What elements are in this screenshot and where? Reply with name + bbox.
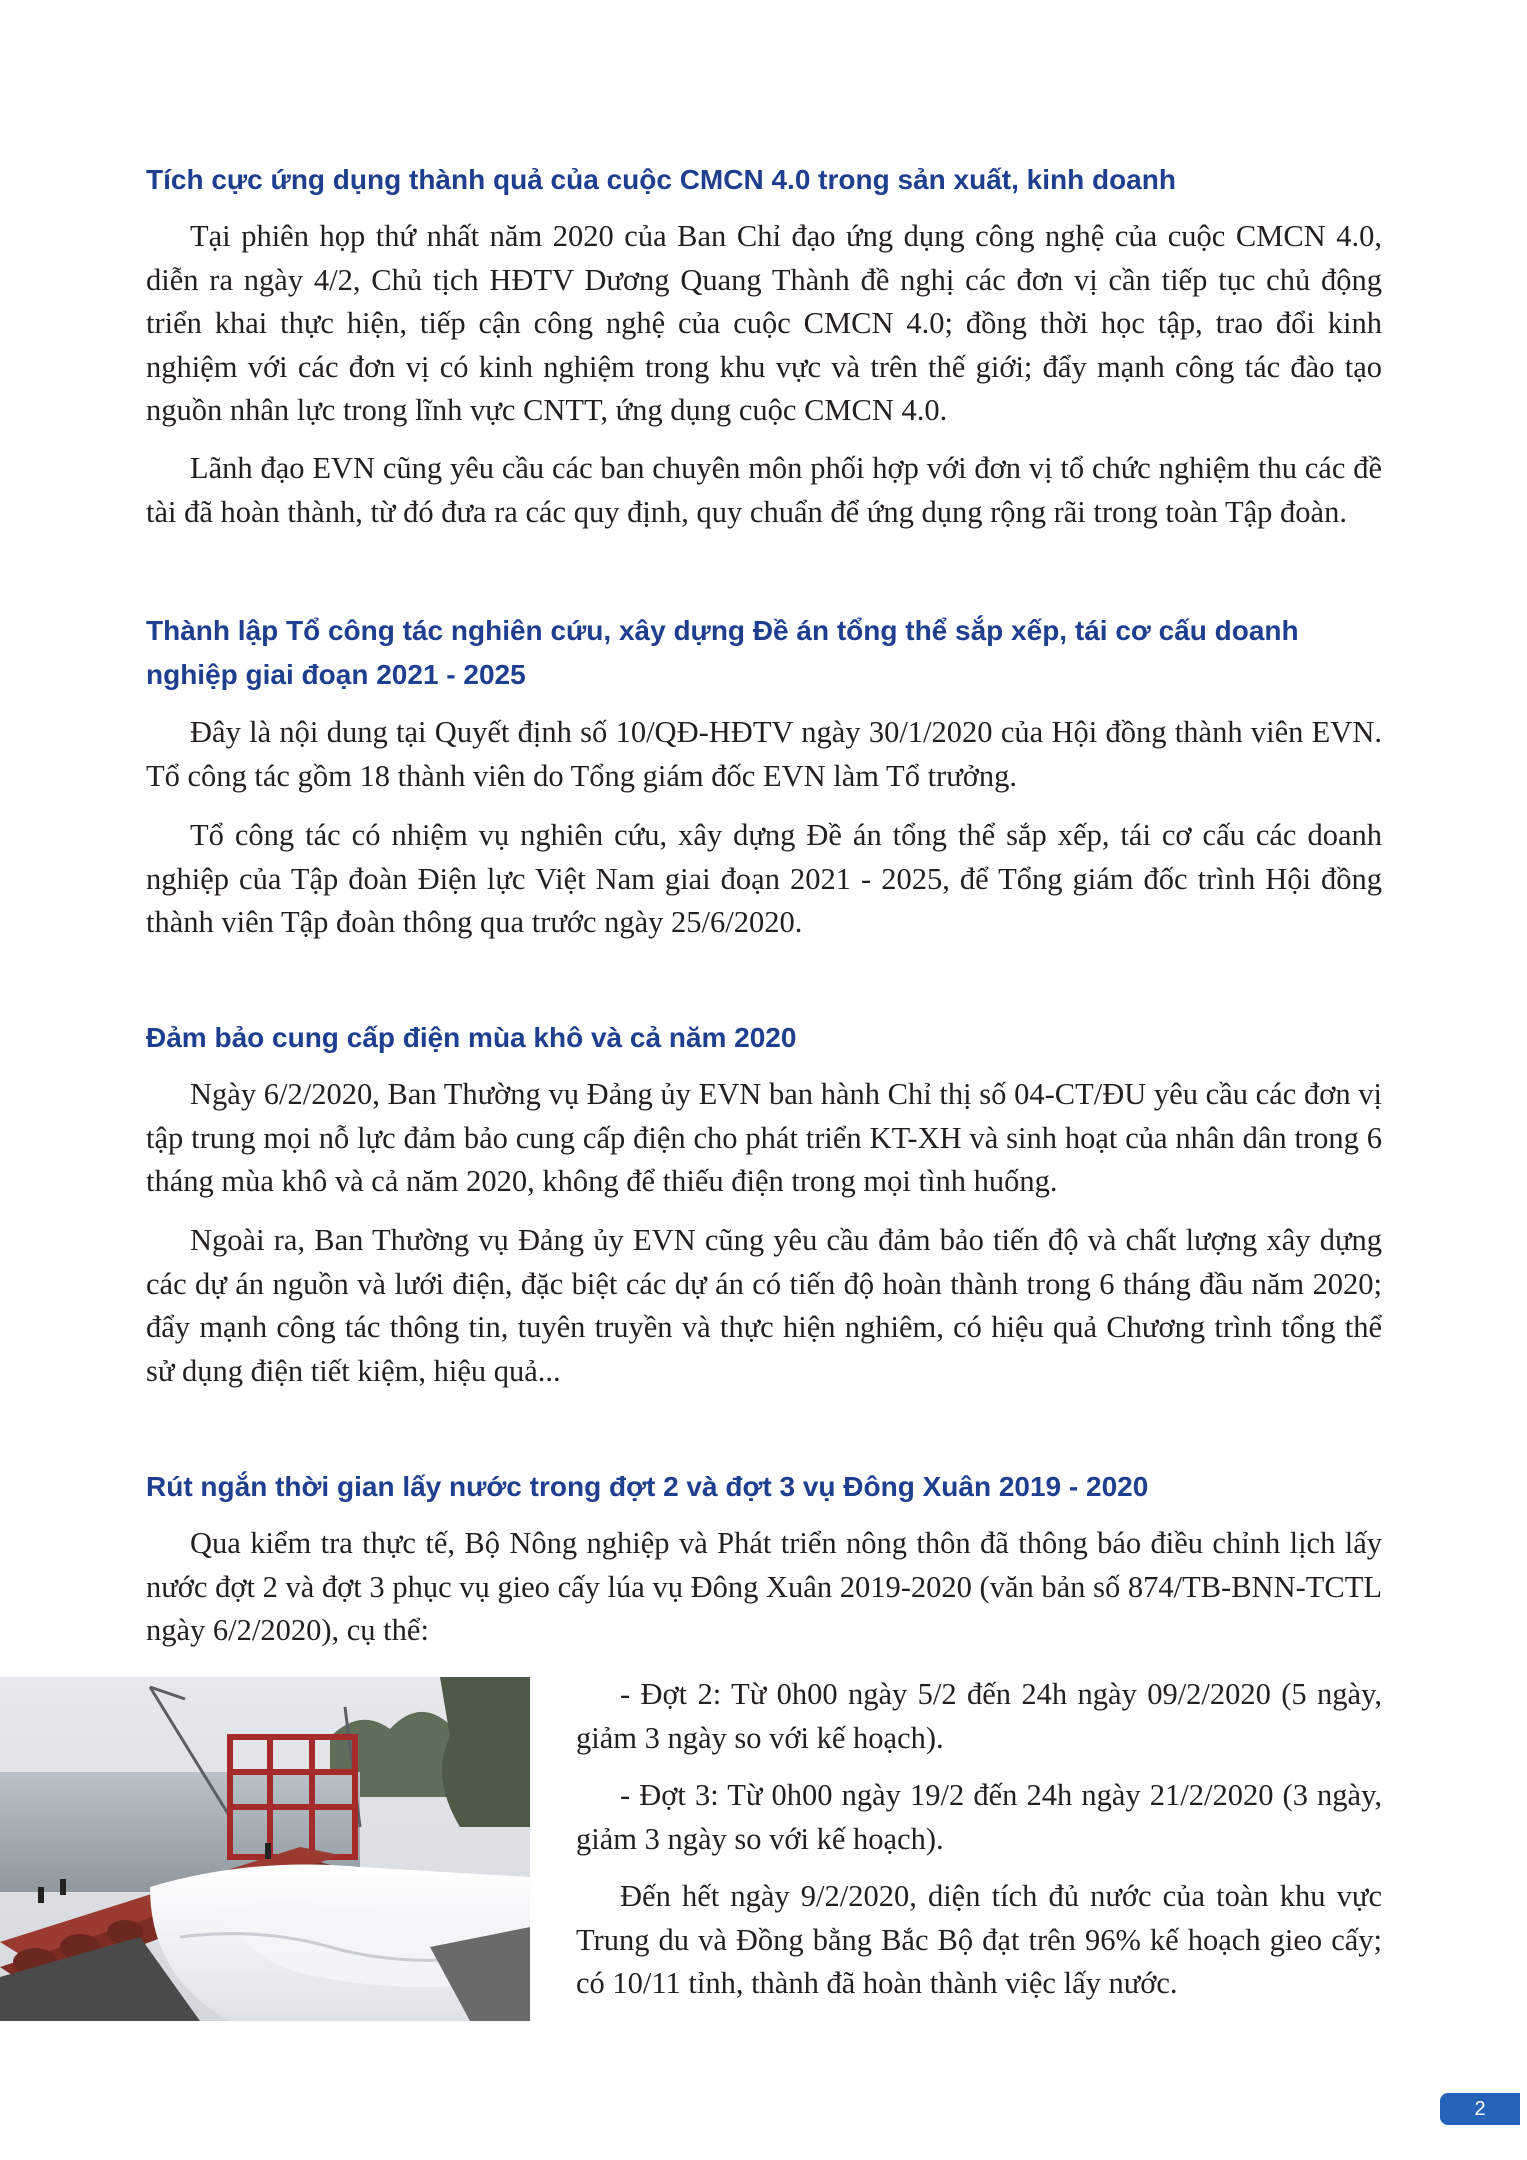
section-4-paragraph-4: Đến hết ngày 9/2/2020, diện tích đủ nước của toàn khu vực Trung du và Đồng bằng Bắc Bộ đạt trên 96% kế hoạch gieo cấy; có 10/11 tỉnh, thành đã hoàn thành việc lấy nước. bbox=[576, 1879, 1382, 2000]
section-2-paragraph-2: Tổ công tác có nhiệm vụ nghiên cứu, xây dựng Đề án tổng thể sắp xếp, tái cơ cấu các doanh nghiệp của Tập đoàn Điện lực Việt Nam giai đoạn 2021 - 2025, để Tổng giám đốc trình Hội đồng thành viên Tập đoàn thông qua trước ngày 25/6/2020. bbox=[146, 818, 1382, 939]
page-number-badge: 2 bbox=[1440, 2093, 1520, 2125]
section-4-paragraph-3: - Đợt 3: Từ 0h00 ngày 19/2 đến 24h ngày 21/2/2020 (3 ngày, giảm 3 ngày so với kế hoạch). bbox=[576, 1778, 1382, 1856]
section-3-heading: Đảm bảo cung cấp điện mùa khô và cả năm 2020 bbox=[146, 1022, 797, 1053]
section-1-paragraph-2: Lãnh đạo EVN cũng yêu cầu các ban chuyên môn phối hợp với đơn vị tổ chức nghiệm thu các đề tài đã hoàn thành, từ đó đưa ra các quy định, quy chuẩn để ứng dụng rộng rãi trong toàn Tập đoàn. bbox=[146, 451, 1382, 529]
irrigation-sluice-photo bbox=[0, 1677, 530, 2021]
section-1-paragraph-1: Tại phiên họp thứ nhất năm 2020 của Ban Chỉ đạo ứng dụng công nghệ của cuộc CMCN 4.0, diễn ra ngày 4/2, Chủ tịch HĐTV Dương Quang Thành đề nghị các đơn vị cần tiếp tục chủ động triển khai thực hiện, tiếp cận công nghệ của cuộc CMCN 4.0; đồng thời học tập, trao đổi kinh nghiệm với các đơn vị có kinh nghiệm trong khu vực và trên thế giới; đẩy mạnh công tác đào tạo nguồn nhân lực trong lĩnh vực CNTT, ứng dụng cuộc CMCN 4.0. bbox=[146, 219, 1382, 427]
section-3-paragraph-2: Ngoài ra, Ban Thường vụ Đảng ủy EVN cũng yêu cầu đảm bảo tiến độ và chất lượng xây dựng các dự án nguồn và lưới điện, đặc biệt các dự án có tiến độ hoàn thành trong 6 tháng đầu năm 2020; đẩy mạnh công tác thông tin, tuyên truyền và thực hiện nghiêm, có hiệu quả Chương trình tổng thể sử dụng điện tiết kiệm, hiệu quả... bbox=[146, 1223, 1382, 1388]
section-4-paragraph-1: Qua kiểm tra thực tế, Bộ Nông nghiệp và Phát triển nông thôn đã thông báo điều chỉnh lịch lấy nước đợt 2 và đợt 3 phục vụ gieo cấy lúa vụ Đông Xuân 2019-2020 (văn bản số 874/TB-BNN-TCTL ngày 6/2/2020), cụ thể: bbox=[146, 1526, 1382, 1647]
section-4-heading: Rút ngắn thời gian lấy nước trong đợt 2 và đợt 3 vụ Đông Xuân 2019 - 2020 bbox=[146, 1471, 1149, 1502]
section-2-heading: Thành lập Tổ công tác nghiên cứu, xây dựng Đề án tổng thể sắp xếp, tái cơ cấu doanh nghiệp giai đoạn 2021 - 2025 bbox=[146, 615, 1299, 690]
section-2-paragraph-1: Đây là nội dung tại Quyết định số 10/QĐ-HĐTV ngày 30/1/2020 của Hội đồng thành viên EVN. Tổ công tác gồm 18 thành viên do Tổng giám đốc EVN làm Tổ trưởng. bbox=[146, 715, 1382, 793]
section-1-heading: Tích cực ứng dụng thành quả của cuộc CMCN 4.0 trong sản xuất, kinh doanh bbox=[146, 164, 1176, 195]
section-3-paragraph-1: Ngày 6/2/2020, Ban Thường vụ Đảng ủy EVN ban hành Chỉ thị số 04-CT/ĐU yêu cầu các đơn vị tập trung mọi nỗ lực đảm bảo cung cấp điện cho phát triển KT-XH và sinh hoạt của nhân dân trong 6 tháng mùa khô và cả năm 2020, không để thiếu điện trong mọi tình huống. bbox=[146, 1077, 1382, 1198]
section-4-paragraph-2: - Đợt 2: Từ 0h00 ngày 5/2 đến 24h ngày 09/2/2020 (5 ngày, giảm 3 ngày so với kế hoạch). bbox=[576, 1677, 1382, 1755]
